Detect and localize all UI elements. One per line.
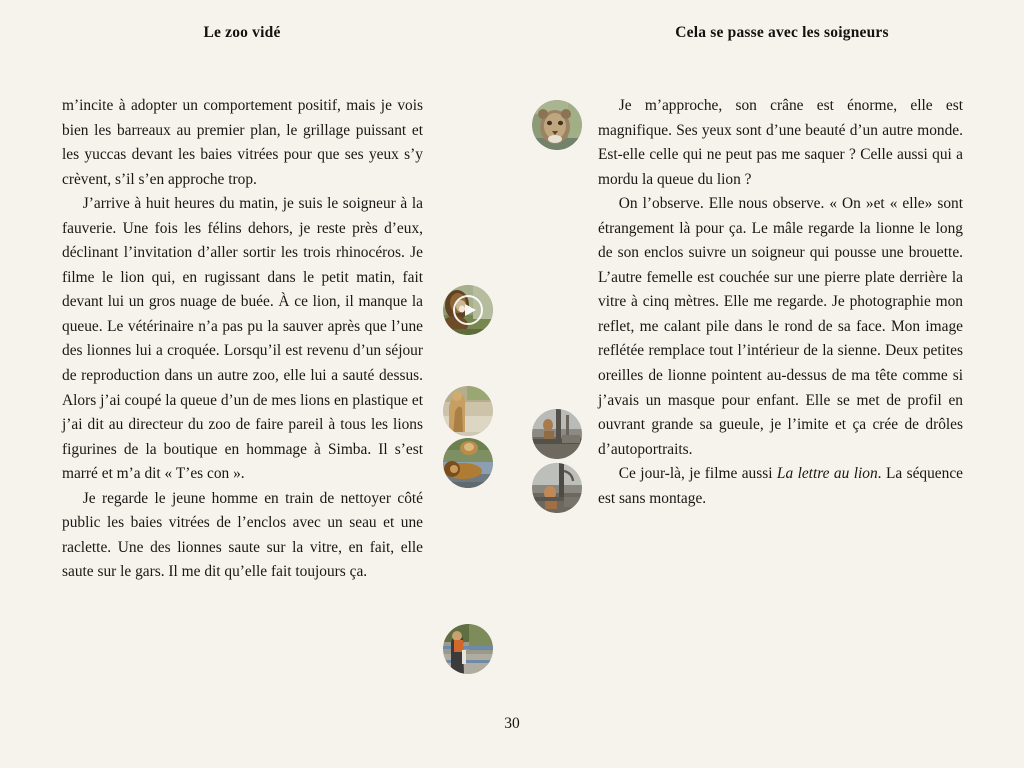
running-heads — [0, 24, 1024, 50]
thumbnail-lion-roaring-video[interactable] — [443, 285, 493, 335]
running-head-verso: Le zoo vidé — [203, 24, 281, 41]
reflection-selfie-two-image — [532, 463, 582, 513]
thumbnail-lion-lying-photo[interactable] — [443, 438, 493, 488]
left-text-column — [62, 94, 423, 585]
paragraph: m’incite à adopter un comportement positif, mais je vois bien les barreaux au premier plan, le grillage puissant et les yuccas devant les baies vitrées pour que ses yeux s’y crèvent, s’il s’en approche trop. — [62, 97, 423, 188]
paragraph: On l’observe. Elle nous observe. « On »et « elle» sont étrangement là pour ça. Le mâle regarde la lionne le long de son enclos suivre un soigneur qui pousse une brouette. L’autre femelle est couchée sur une pierre plate derrière la vitre à cinq mètres. Elle me regarde. Je photographie mon reflet, me calant pile dans le rond de sa face. Mon image reflétée remplace tout l’intérieur de la sienne. Deux petites oreilles de lionne pointent au-dessus de ma tête comme si j’avais un masque pour enfant. Elle se met de profil en ouvrant grande sa gueule, je l’imite et ça crée de drôles d’autoportraits. — [598, 195, 963, 458]
lioness-standing-image — [443, 386, 493, 436]
film-title-italic: La lettre au lion — [776, 465, 878, 483]
paragraph: Je m’approche, son crâne est énorme, elle est magnifique. Ses yeux sont d’une beauté d’un autre monde. Est-elle celle qui ne peut pas me saquer ? Celle aussi qui a mordu la queue du lion ? — [598, 97, 963, 188]
right-text-column — [598, 94, 963, 511]
paragraph-text-after: . La séquence est sans montage. — [598, 465, 963, 507]
running-head-recto: Cela se passe avec les soigneurs — [675, 24, 889, 41]
thumbnail-keeper-cleaning-glass-photo[interactable] — [443, 624, 493, 674]
lioness-face-image — [532, 100, 582, 150]
paragraph: J’arrive à huit heures du matin, je suis le soigneur à la fauverie. Une fois les félins dehors, je reste près d’eux, déclinant l’invitation d’aller sortir les trois rhinocéros. Je filme le lion qui, en rugissant dans le petit matin, fait devant lui un gros nuage de buée. À ce lion, il manque la queue. Le vétérinaire n’a pas pu la sauver après que l’une des lionnes lui a croquée. Lorsqu’il est revenu d’un séjour de reproduction dans un autre zoo, elle lui a sauté dessus. Alors j’ai coupé la queue d’un de mes lions en plastique et j’ai dit au directeur du zoo de faire pareil à tous les lions figurines de la boutique en hommage à Simba. Il s’est marré et m’a dit « T’es con ». — [62, 195, 423, 483]
page-number: 30 — [504, 715, 520, 732]
keeper-cleaning-glass-image — [443, 624, 493, 674]
paragraph: Je regarde le jeune homme en train de nettoyer côté public les baies vitrées de l’enclos avec un seau et une raclette. Une des lionnes saute sur la vitre, en fait, elle saute sur le gars. Il me dit qu’elle fait toujours ça. — [62, 489, 423, 581]
thumbnail-lioness-standing-photo[interactable] — [443, 386, 493, 436]
play-icon[interactable] — [453, 295, 483, 325]
thumbnail-reflection-selfie-two-photo[interactable] — [532, 463, 582, 513]
paragraph-with-title — [598, 462, 963, 511]
lion-lying-image — [443, 438, 493, 488]
reflection-selfie-one-image — [532, 409, 582, 459]
thumbnail-reflection-selfie-one-photo[interactable] — [532, 409, 582, 459]
paragraph-text-before: Ce jour-là, je filme aussi — [618, 465, 777, 483]
thumbnail-lioness-face-photo[interactable] — [532, 100, 582, 150]
